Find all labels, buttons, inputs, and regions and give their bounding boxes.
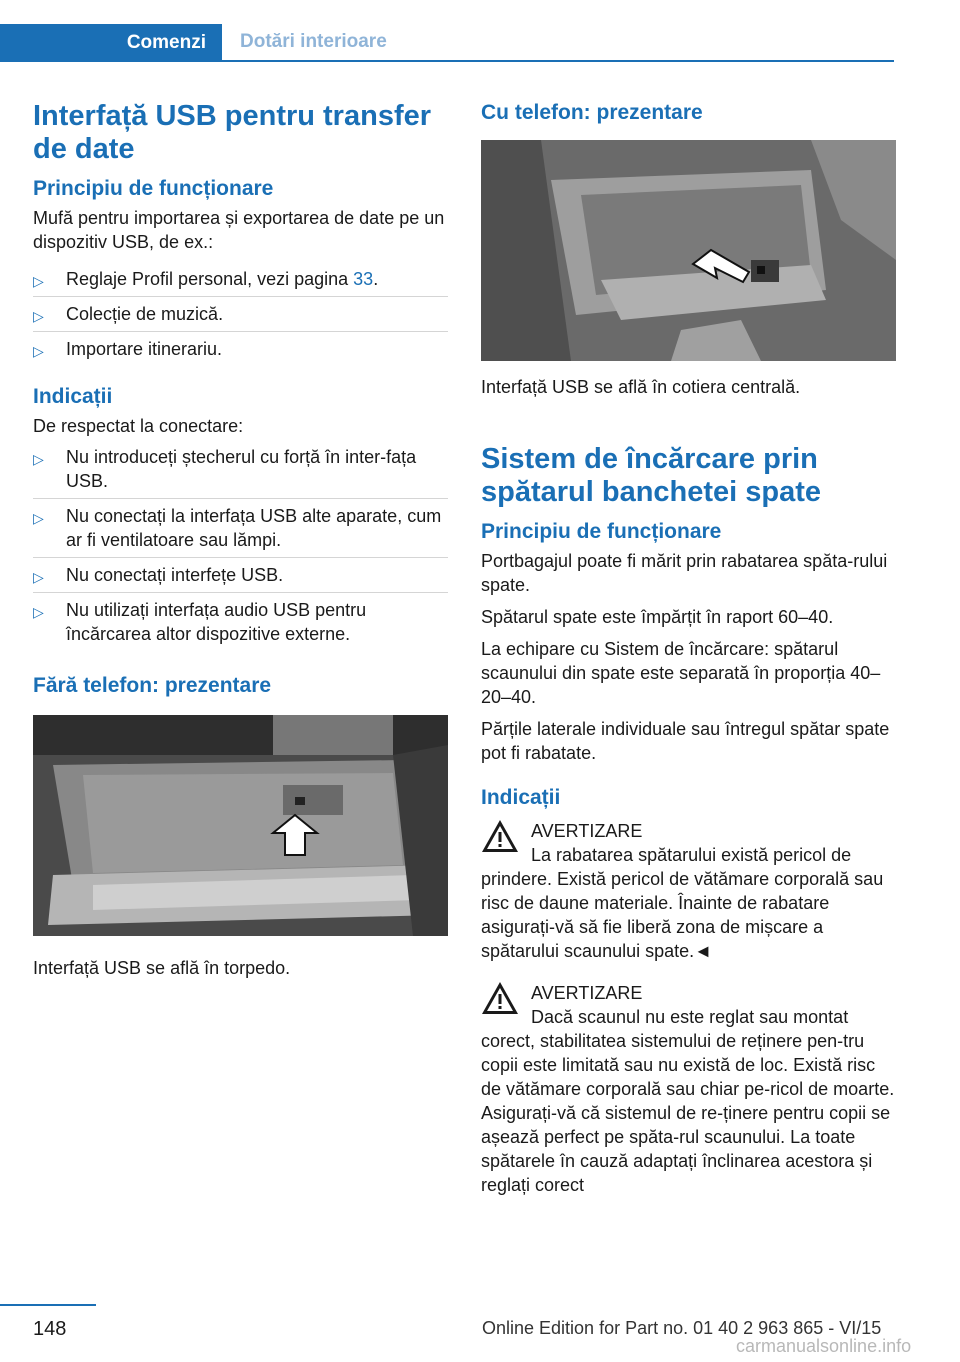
warning-text: prindere. Există pericol de vătămare corporală sau risc de daune materiale. Înainte de rabatare asigurați-vă să fie liberă zona de mișcare a spătarului scaunului spate.◄ <box>481 869 884 961</box>
armrest-usb-photo <box>481 140 896 361</box>
list-item: ▷ Nu utilizați interfața audio USB pentru încărcarea altor dispozitive externe. <box>33 592 448 651</box>
page-number: 148 <box>33 1318 67 1340</box>
section-title-usb: Interfață USB pentru transfer de date <box>33 100 432 165</box>
list-indicatii <box>33 440 448 651</box>
caption-cotiera: Interfață USB se află în cotiera centrală. <box>481 377 801 397</box>
warning-triangle-icon <box>481 819 519 853</box>
triangle-bullet-icon: ▷ <box>33 604 44 620</box>
list-item: ▷ Colecție de muzică. <box>33 296 448 331</box>
tab-comenzi[interactable]: Comenzi <box>0 24 222 62</box>
warning-block <box>481 981 896 1197</box>
paragraph-conectare: De respectat la conectare: <box>33 416 244 436</box>
left-column <box>33 100 448 980</box>
paragraph-3: La echipare cu Sistem de încărcare: spătarul scaunului din spate este separată în proporția 40–20–40. <box>481 639 881 707</box>
triangle-bullet-icon: ▷ <box>33 273 44 289</box>
list-item: ▷ Nu introduceți ștecherul cu forță în inter-fața USB. <box>33 447 417 491</box>
edition-text: Online Edition for Part no. 01 40 2 963 865 - VI/15 <box>482 1318 882 1338</box>
warning-triangle-icon <box>481 981 519 1015</box>
warning-text: corect, stabilitatea sistemului de reținere pen-tru copii este limitată sau nu există de loc. Există risc de vătămare corporală sau chiar pe-ricol de moarte. Asigurați-vă că sistemul de re-ținere pentru copii se așează perfect pe spăta-rul scaunului. La toate spătarele în cauză adaptați înclinarea acestora și reglați corect <box>481 1031 895 1195</box>
list-item: ▷ Nu conectați interfețe USB. <box>33 557 448 592</box>
heading-fara-telefon: Fără telefon: prezentare <box>33 674 272 697</box>
section-title-incarcare: Sistem de încărcare prin spătarul banchetei spate <box>481 443 822 508</box>
triangle-bullet-icon: ▷ <box>33 343 44 359</box>
list-item: ▷ Reglaje Profil personal, vezi pagina 33. <box>33 262 448 296</box>
paragraph-4: Părțile laterale individuale sau întregul spătar spate pot fi rabatate. <box>481 719 890 763</box>
heading-principiu: Principiu de funcționare <box>33 177 274 200</box>
glovebox-usb-photo <box>33 715 448 936</box>
triangle-bullet-icon: ▷ <box>33 569 44 585</box>
list-item: ▷ Nu conectați la interfața USB alte aparate, cum ar fi ventilatoare sau lămpi. <box>33 498 448 557</box>
warning-title: AVERTIZARE <box>531 821 643 841</box>
right-column <box>481 100 896 1211</box>
tab-dotari-interioare[interactable]: Dotări interioare <box>222 24 894 62</box>
heading-principiu-2: Principiu de funcționare <box>481 520 722 543</box>
triangle-bullet-icon: ▷ <box>33 308 44 324</box>
header-tabs <box>0 24 894 62</box>
warning-first-line: Dacă scaunul nu este reglat sau montat <box>531 1007 849 1027</box>
heading-indicatii: Indicații <box>33 385 113 408</box>
triangle-bullet-icon: ▷ <box>33 510 44 526</box>
glovebox-illustration <box>33 715 448 936</box>
paragraph-intro: Mufă pentru importarea și exportarea de date pe un dispozitiv USB, de ex.: <box>33 208 445 252</box>
list-item: ▷ Importare itinerariu. <box>33 331 448 366</box>
list-usb-uses <box>33 262 448 366</box>
paragraph-2: Spătarul spate este împărțit în raport 60–40. <box>481 607 834 627</box>
heading-indicatii-2: Indicații <box>481 786 561 809</box>
armrest-illustration <box>481 140 896 361</box>
heading-cu-telefon: Cu telefon: prezentare <box>481 101 703 124</box>
watermark: carmanualsonline.info <box>736 1336 912 1356</box>
warning-title: AVERTIZARE <box>531 983 643 1003</box>
triangle-bullet-icon: ▷ <box>33 451 44 467</box>
warning-block <box>481 819 896 963</box>
warning-first-line: La rabatarea spătarului există pericol de <box>531 845 852 865</box>
page-link[interactable]: 33 <box>353 269 374 289</box>
footer-rule <box>0 1304 96 1306</box>
caption-torpedo: Interfață USB se află în torpedo. <box>33 958 291 978</box>
paragraph-1: Portbagajul poate fi mărit prin rabatarea spăta-rului spate. <box>481 551 888 595</box>
